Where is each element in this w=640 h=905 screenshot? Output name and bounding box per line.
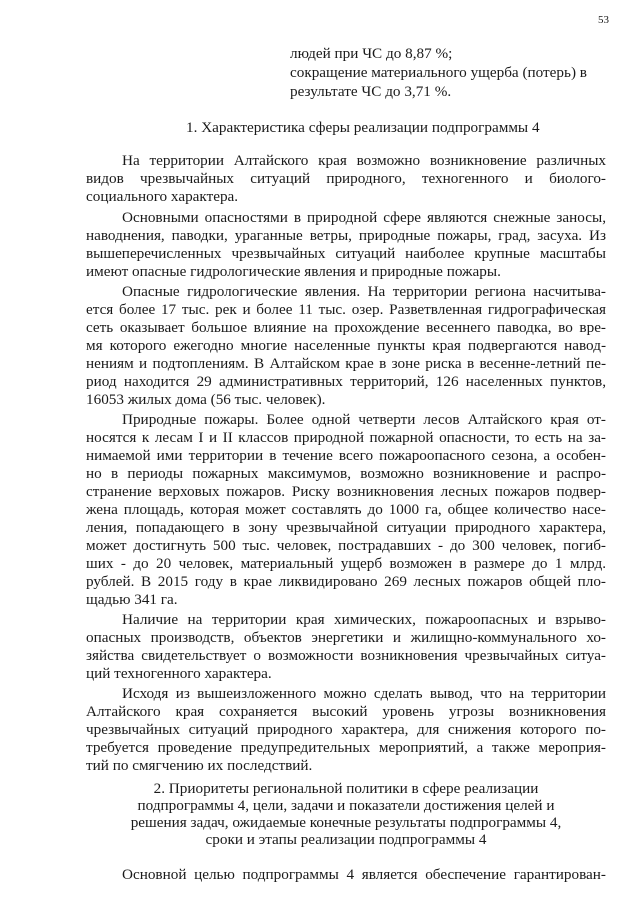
- paragraph-line: тий по смягчению их последствий.: [86, 757, 313, 774]
- section-heading-line: решения задач, ожидаемые конечные результаты подпрограммы 4,: [130, 814, 562, 831]
- paragraph-line: опасных производств, объектов энергетики и жилищно-коммунального хо-: [86, 629, 606, 646]
- paragraph-line: Опасные гидрологические явления. На территории региона насчитыва-: [122, 283, 606, 300]
- paragraph-line: жена площадь, которая может составлять до 1000 га, общее количество насе-: [86, 501, 606, 518]
- page-number: 53: [598, 14, 609, 26]
- paragraph-line: мя которого ежегодно многие населенные пункты края подвергаются навод-: [86, 337, 606, 354]
- section-heading: 1. Характеристика сферы реализации подпрограммы 4: [186, 119, 540, 136]
- paragraph-line: ших - до 20 человек, материальный ущерб возможен в размере до 1 млрд.: [86, 555, 606, 572]
- paragraph-line: наводнения, паводки, ураганные ветры, природные пожары, град, засуха. Из: [86, 227, 606, 244]
- paragraph-line: чрезвычайных ситуаций природного характера, для снижения которого по-: [86, 721, 606, 738]
- intro-line: людей при ЧС до 8,87 %;: [290, 45, 453, 62]
- paragraph-line: нимаемой ими территории в течение всего пожароопасного сезона, а особен-: [86, 447, 606, 464]
- paragraph-line: Основной целью подпрограммы 4 является обеспечение гарантирован-: [122, 866, 606, 883]
- paragraph-line: нениям и подтоплениям. В Алтайском крае в зоне риска в весенне-летний пе-: [86, 355, 606, 372]
- paragraph-line: может достигнуть 500 тыс. человек, пострадавших - до 300 человек, погиб-: [86, 537, 606, 554]
- paragraph-line: имеют опасные гидрологические явления и природные пожары.: [86, 263, 501, 280]
- paragraph-line: риод находится 29 административных территорий, 126 населенных пунктов,: [86, 373, 606, 390]
- paragraph-line: рублей. В 2015 году в крае ликвидировано 269 лесных пожаров общей пло-: [86, 573, 606, 590]
- paragraph-line: зяйства свидетельствует о возможности возникновения чрезвычайных ситуа-: [86, 647, 606, 664]
- paragraph-line: сеть оказывает большое влияние на прохождение весеннего паводка, во вре-: [86, 319, 606, 336]
- paragraph-line: вышеперечисленных чрезвычайных ситуаций наиболее крупные масштабы: [86, 245, 606, 262]
- intro-line: сокращение материального ущерба (потерь) в: [290, 64, 587, 81]
- paragraph-line: Наличие на территории края химических, пожароопасных и взрыво-: [122, 611, 606, 628]
- section-heading-line: подпрограммы 4, цели, задачи и показатели достижения целей и: [137, 797, 555, 814]
- paragraph-line: видов чрезвычайных ситуаций природного, техногенного и биолого-: [86, 170, 606, 187]
- section-heading-line: 2. Приоритеты региональной политики в сфере реализации: [153, 780, 539, 797]
- intro-line: результате ЧС до 3,71 %.: [290, 83, 452, 100]
- paragraph-line: ления, попадающего в зону чрезвычайной ситуации природного характера,: [86, 519, 606, 536]
- paragraph-line: странение верховых пожаров. Риску возникновения лесных пожаров подвер-: [86, 483, 606, 500]
- paragraph-line: щадью 341 га.: [86, 591, 178, 608]
- paragraph-line: ется более 17 тыс. рек и более 11 тыс. озер. Разветвленная гидрографическая: [86, 301, 606, 318]
- paragraph-line: Алтайского края сохраняется высокий уровень угрозы возникновения: [86, 703, 606, 720]
- paragraph-line: но в периоды пожарных максимумов, возможно возникновение и распро-: [86, 465, 606, 482]
- paragraph-line: социального характера.: [86, 188, 239, 205]
- paragraph-line: требуется проведение предупредительных мероприятий, а также мероприя-: [86, 739, 606, 756]
- paragraph-line: ций техногенного характера.: [86, 665, 272, 682]
- paragraph-line: 16053 жилых дома (56 тыс. человек).: [86, 391, 326, 408]
- section-heading-line: сроки и этапы реализации подпрограммы 4: [205, 831, 487, 848]
- paragraph-line: На территории Алтайского края возможно возникновение различных: [122, 152, 606, 169]
- paragraph-line: Основными опасностями в природной сфере являются снежные заносы,: [122, 209, 606, 226]
- paragraph-line: носятся к лесам I и II классов природной пожарной опасности, то есть на за-: [86, 429, 606, 446]
- paragraph-line: Природные пожары. Более одной четверти лесов Алтайского края от-: [122, 411, 606, 428]
- paragraph-line: Исходя из вышеизложенного можно сделать вывод, что на территории: [122, 685, 606, 702]
